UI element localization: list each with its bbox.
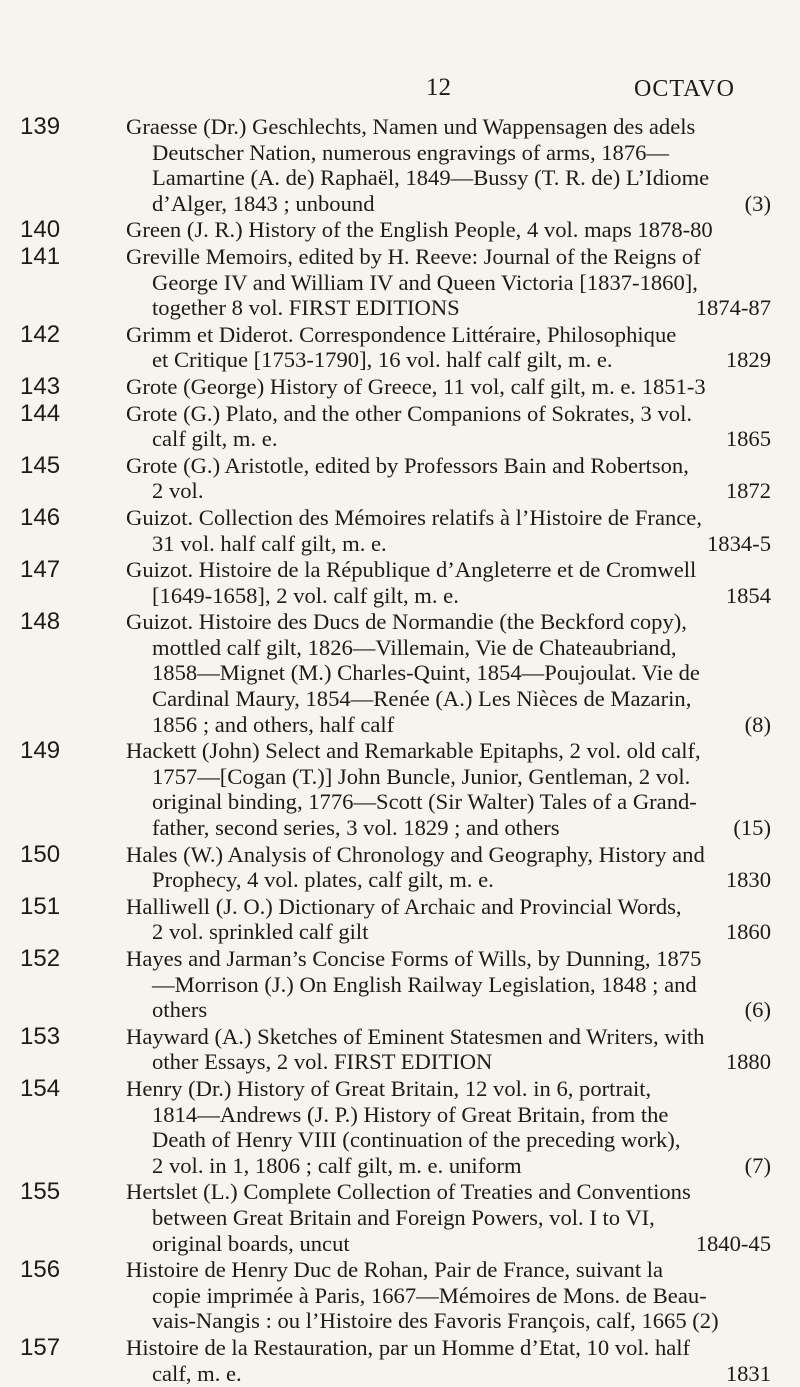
lot-line (152, 583, 771, 609)
lot-entry (0, 114, 800, 216)
lot-number: 154 (20, 1074, 61, 1102)
lot-entry (0, 609, 800, 737)
lot-date-or-count: 1880 (720, 1049, 771, 1075)
lot-line (126, 244, 771, 270)
lot-line (152, 815, 771, 841)
section-title: OCTAVO (634, 76, 735, 102)
lot-line (152, 1308, 771, 1334)
lot-line (152, 347, 771, 373)
lot-line (152, 1153, 771, 1179)
lot-list (0, 114, 800, 1387)
lot-date-or-count: 1831 (720, 1361, 771, 1387)
lot-line (152, 531, 771, 557)
lot-line (126, 609, 771, 635)
lot-entry (0, 453, 800, 504)
lot-number: 151 (20, 892, 61, 920)
lot-text: Prophecy, 4 vol. plates, calf gilt, m. e. (152, 867, 494, 893)
lot-line (126, 114, 771, 140)
lot-number: 150 (20, 840, 61, 868)
lot-line (126, 842, 771, 868)
lot-text: together 8 vol. FIRST EDITIONS (152, 295, 460, 321)
lot-date-or-count: 1860 (720, 919, 771, 945)
lot-number: 156 (20, 1256, 61, 1284)
lot-line (152, 1283, 771, 1309)
lot-entry (0, 842, 800, 893)
lot-text: original boards, uncut (152, 1230, 350, 1256)
lot-text: Grote (G.) Plato, and the other Companions of Sokrates, 3 vol. (126, 400, 693, 426)
lot-line (126, 946, 771, 972)
page-header (0, 74, 800, 104)
lot-line (126, 894, 771, 920)
lot-date-or-count: 1865 (720, 426, 771, 452)
lot-text: father, second series, 3 vol. 1829 ; and others (152, 815, 560, 841)
lot-text: Hales (W.) Analysis of Chronology and Geography, History and (126, 841, 705, 867)
lot-text: Greville Memoirs, edited by H. Reeve: Journal of the Reigns of (126, 243, 701, 269)
lot-line (126, 1076, 771, 1102)
lot-line (152, 426, 771, 452)
lot-entry (0, 374, 800, 400)
lot-text: mottled calf gilt, 1826—Villemain, Vie de Chateaubriand, (152, 634, 677, 660)
lot-line (152, 270, 771, 296)
lot-text: Lamartine (A. de) Raphaël, 1849—Bussy (T. R. de) L’Idiome (152, 165, 710, 191)
lot-entry (0, 1024, 800, 1075)
lot-line (152, 1205, 771, 1231)
lot-text: Hackett (John) Select and Remarkable Epitaphs, 2 vol. old calf, (126, 738, 701, 764)
lot-text: 2 vol. (152, 478, 204, 504)
lot-line (152, 789, 771, 815)
lot-number: 144 (20, 399, 61, 427)
lot-number: 157 (20, 1333, 61, 1361)
lot-entry (0, 1076, 800, 1178)
lot-line (126, 557, 771, 583)
lot-text: Henry (Dr.) History of Great Britain, 12 vol. in 6, portrait, (126, 1075, 652, 1101)
lot-text: 1757—[Cogan (T.)] John Buncle, Junior, Gentleman, 2 vol. (152, 763, 691, 789)
lot-entry (0, 738, 800, 840)
lot-text: other Essays, 2 vol. FIRST EDITION (152, 1049, 493, 1075)
lot-number: 145 (20, 451, 61, 479)
lot-text: Death of Henry VIII (continuation of the preceding work), (152, 1127, 681, 1153)
lot-text: et Critique [1753-1790], 16 vol. half calf gilt, m. e. (152, 347, 613, 373)
lot-text: [1649-1658], 2 vol. calf gilt, m. e. (152, 582, 459, 608)
lot-date-or-count: 1854 (720, 583, 771, 609)
lot-line (126, 1024, 771, 1050)
lot-line (152, 972, 771, 998)
lot-text: Guizot. Collection des Mémoires relatifs à l’Histoire de France, (126, 504, 702, 530)
lot-line (152, 1102, 771, 1128)
lot-line (152, 1049, 771, 1075)
lot-number: 155 (20, 1178, 61, 1206)
lot-text: Cardinal Maury, 1854—Renée (A.) Les Nièces de Mazarin, (152, 686, 692, 712)
lot-date-or-count: 1834-5 (701, 531, 771, 557)
lot-entry (0, 401, 800, 452)
lot-text: 1814—Andrews (J. P.) History of Great Britain, from the (152, 1101, 669, 1127)
lot-number: 147 (20, 556, 61, 584)
lot-line (152, 1231, 771, 1257)
lot-entry (0, 322, 800, 373)
lot-entry (0, 1257, 800, 1334)
lot-line (152, 191, 771, 217)
lot-text: —Morrison (J.) On English Railway Legislation, 1848 ; and (152, 971, 697, 997)
lot-line (126, 1257, 771, 1283)
lot-text: 1858—Mignet (M.) Charles-Quint, 1854—Poujoulat. Vie de (152, 660, 700, 686)
lot-text: calf, m. e. (152, 1360, 242, 1386)
lot-text: Grote (G.) Aristotle, edited by Professors Bain and Robertson, (126, 452, 689, 478)
lot-line (152, 165, 771, 191)
lot-line (126, 322, 771, 348)
lot-text: Grimm et Diderot. Correspondence Littéraire, Philosophique (126, 321, 677, 347)
lot-text: others (152, 997, 208, 1023)
lot-entry (0, 1335, 800, 1386)
lot-date-or-count: (7) (739, 1153, 771, 1179)
lot-entry (0, 1179, 800, 1256)
lot-text: copie imprimée à Paris, 1667—Mémoires de Mons. de Beau- (152, 1282, 707, 1308)
lot-line (152, 1127, 771, 1153)
lot-text: Green (J. R.) History of the English People, 4 vol. maps 1878-80 (126, 217, 713, 243)
lot-line (126, 505, 771, 531)
lot-line (126, 1179, 771, 1205)
lot-text: Halliwell (J. O.) Dictionary of Archaic and Provincial Words, (126, 893, 682, 919)
lot-date-or-count: (6) (739, 997, 771, 1023)
lot-number: 143 (20, 372, 61, 400)
lot-line (152, 660, 771, 686)
lot-date-or-count: 1829 (720, 347, 771, 373)
lot-line (152, 295, 771, 321)
lot-number: 140 (20, 216, 61, 244)
lot-text: 1856 ; and others, half calf (152, 711, 395, 737)
lot-line (126, 401, 771, 427)
lot-number: 148 (20, 608, 61, 636)
lot-entry (0, 505, 800, 556)
lot-number: 153 (20, 1022, 61, 1050)
lot-text: Hayward (A.) Sketches of Eminent Statesmen and Writers, with (126, 1023, 705, 1049)
lot-number: 142 (20, 320, 61, 348)
lot-text: 31 vol. half calf gilt, m. e. (152, 530, 387, 556)
lot-text: calf gilt, m. e. (152, 426, 278, 452)
lot-line (152, 1361, 771, 1387)
lot-text: d’Alger, 1843 ; unbound (152, 190, 375, 216)
lot-line (152, 712, 771, 738)
lot-entry (0, 946, 800, 1023)
lot-text: Deutscher Nation, numerous engravings of arms, 1876— (152, 139, 670, 165)
lot-text: 2 vol. in 1, 1806 ; calf gilt, m. e. uniform (152, 1152, 522, 1178)
lot-date-or-count: 1872 (720, 478, 771, 504)
lot-line (152, 635, 771, 661)
lot-line (126, 217, 771, 243)
lot-line (126, 453, 771, 479)
lot-line (126, 1335, 771, 1361)
lot-entry (0, 894, 800, 945)
lot-date-or-count: (3) (739, 191, 771, 217)
lot-line (152, 686, 771, 712)
lot-date-or-count: 1874-87 (690, 295, 771, 321)
lot-date-or-count: 1840-45 (690, 1231, 771, 1257)
lot-line (152, 997, 771, 1023)
lot-line (152, 919, 771, 945)
lot-text: vais-Nangis : ou l’Histoire des Favoris François, calf, 1665 (2) (152, 1308, 719, 1334)
lot-text: George IV and William IV and Queen Victoria [1837-1860], (152, 269, 698, 295)
lot-text: Graesse (Dr.) Geschlechts, Namen und Wappensagen des adels (126, 114, 696, 139)
lot-line (126, 738, 771, 764)
lot-line (126, 374, 771, 400)
lot-line (152, 140, 771, 166)
lot-number: 141 (20, 242, 61, 270)
lot-entry (0, 557, 800, 608)
lot-date-or-count: (15) (727, 815, 771, 841)
lot-text: Guizot. Histoire des Ducs de Normandie (the Beckford copy), (126, 609, 687, 635)
lot-line (152, 764, 771, 790)
lot-text: Hertslet (L.) Complete Collection of Treaties and Conventions (126, 1179, 691, 1205)
page-number: 12 (426, 74, 451, 101)
lot-text: original binding, 1776—Scott (Sir Walter) Tales of a Grand- (152, 789, 697, 815)
lot-text: Histoire de la Restauration, par un Homme d’Etat, 10 vol. half (126, 1334, 691, 1360)
lot-number: 139 (20, 113, 61, 140)
lot-text: Guizot. Histoire de la République d’Angleterre et de Cromwell (126, 557, 697, 583)
lot-entry (0, 244, 800, 321)
lot-text: 2 vol. sprinkled calf gilt (152, 919, 369, 945)
lot-text: Hayes and Jarman’s Concise Forms of Wills, by Dunning, 1875 (126, 946, 702, 971)
lot-line (152, 867, 771, 893)
lot-text: between Great Britain and Foreign Powers, vol. I to VI, (152, 1204, 655, 1230)
lot-date-or-count: 1830 (720, 867, 771, 893)
lot-line (152, 478, 771, 504)
lot-text: Grote (George) History of Greece, 11 vol, calf gilt, m. e. 1851-3 (126, 373, 706, 399)
lot-number: 152 (20, 945, 61, 972)
lot-number: 149 (20, 737, 61, 765)
lot-entry (0, 217, 800, 243)
lot-text: Histoire de Henry Duc de Rohan, Pair de France, suivant la (126, 1257, 664, 1283)
lot-date-or-count: (8) (739, 712, 771, 738)
lot-number: 146 (20, 503, 61, 531)
